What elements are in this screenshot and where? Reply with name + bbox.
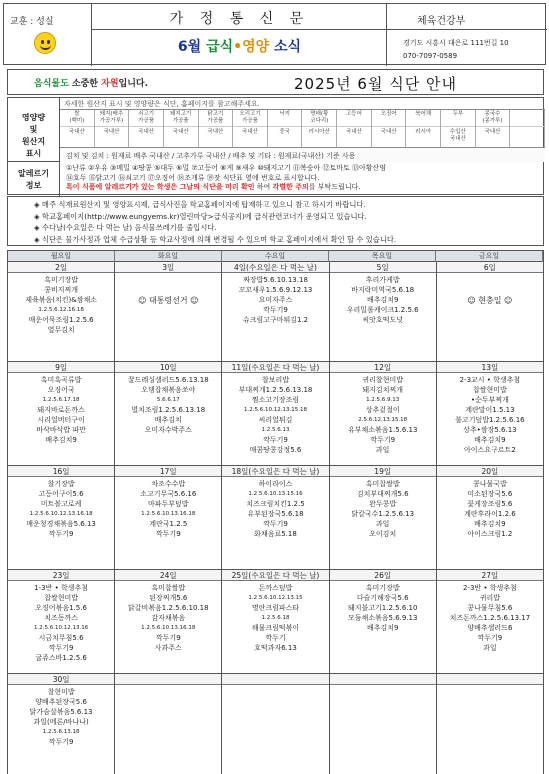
calendar-weeks xyxy=(7,262,544,774)
notice-item: ◈ 매주 식재료원산지 및 영양표시제, 급식사진을 학교홈페이지에 탑재하고 있으니 참고 하시기 바랍니다. xyxy=(34,200,366,209)
menu-item: 양배추된장국5.6 xyxy=(35,698,87,706)
calendar-week xyxy=(7,674,544,774)
menu-item: 후리가케밥 xyxy=(365,276,400,284)
smiley-logo-icon xyxy=(34,32,56,54)
menu-item: 화채음료5.18 xyxy=(254,530,297,538)
menu-item: 바삭바삭밥 파만 xyxy=(36,426,86,434)
banner xyxy=(7,69,544,95)
subtitle-month: 6월 xyxy=(177,39,207,55)
calendar-day xyxy=(330,674,437,774)
newsletter-header xyxy=(3,3,546,65)
calendar-day xyxy=(437,262,544,361)
menu-item: 배추김치 xyxy=(154,416,182,424)
day-date: 25일(수요일은 다 먹는 날) xyxy=(222,570,328,581)
calendar-day xyxy=(330,570,437,673)
menu-item: 2-3반 • 학생추첨 xyxy=(462,584,517,592)
day-menu xyxy=(437,685,543,687)
menu-item: 돈까스덮밥 xyxy=(258,584,293,592)
menu-item: 1.2.5.6.10.13.16.18 xyxy=(141,511,196,517)
menu-item: 흑미기장밥 xyxy=(44,276,78,284)
menu-item: 마파두부덮밥 xyxy=(148,500,189,508)
day-date: 10일 xyxy=(115,362,221,373)
menu-item: 1.2.5.6.12.16.18 xyxy=(38,307,84,313)
origin-label-text: 영양량 및 원산지 표시 xyxy=(21,113,46,158)
title-box xyxy=(92,4,387,66)
holiday-message: ☺ 대통령선거 ☺ xyxy=(138,296,199,305)
menu-item: 씨앗호떡도넛 xyxy=(362,316,403,324)
school-motto: 교훈 : 성실 xyxy=(10,17,54,27)
origin-food-country: 국내산 xyxy=(207,129,224,135)
calendar-day xyxy=(115,362,222,465)
menu-item: 계란말이1.5.13 xyxy=(465,406,515,414)
origin-food-cell xyxy=(476,110,511,147)
weekday-thursday: 목요일 xyxy=(329,251,436,262)
origin-food-name: 고등어 xyxy=(337,111,371,127)
allergy-label-text: 알레르기 정보 xyxy=(18,169,49,190)
menu-item: 시리얼버터구이 xyxy=(37,416,85,424)
menu-item: 사과주스 xyxy=(154,644,182,652)
menu-item: 1.2.5.6.10.13.15.16 xyxy=(248,491,303,497)
menu-item: 꽃게장조림5.6 xyxy=(467,500,513,508)
day-date: 5일 xyxy=(330,262,436,273)
day-menu xyxy=(115,477,221,539)
calendar-day xyxy=(115,466,222,569)
menu-item: 계란국1.2.5 xyxy=(149,520,188,528)
origin-food-name: 북어채 xyxy=(406,111,440,127)
origin-food-cell xyxy=(95,110,130,147)
subtitle-news: 소식 xyxy=(269,39,302,55)
day-date: 9일 xyxy=(8,362,114,373)
menu-item: 과일 xyxy=(375,446,390,454)
menu-item: 아이스크림1.2 xyxy=(467,530,513,538)
newsletter-subtitle xyxy=(92,36,387,56)
allergy-warning-end: 를 부탁드립니다. xyxy=(308,183,361,191)
menu-item: 1.2.5.6.9.13 xyxy=(366,397,400,403)
calendar-day xyxy=(8,674,115,774)
menu-item: 찰현미밥 xyxy=(47,688,75,696)
menu-item: 1.2.5.6.10.12.13.16.18 xyxy=(29,511,93,517)
menu-item: 슈크림고구마튀김1.2 xyxy=(242,316,309,324)
calendar-day xyxy=(115,674,222,774)
origin-food-grid xyxy=(60,109,545,147)
menu-item: •순두부찌개 xyxy=(470,396,509,404)
calendar-day xyxy=(222,362,329,465)
day-menu xyxy=(437,581,543,653)
origin-food-name: 콩국수 (콩가루) xyxy=(476,111,510,127)
menu-item: 돼지불고기1.2.5.6.10 xyxy=(347,604,418,612)
day-date: 16일 xyxy=(8,466,114,477)
origin-food-name: 두부 xyxy=(441,111,475,127)
origin-food-country: 국내산 xyxy=(380,129,397,135)
origin-food-cell xyxy=(441,110,476,147)
origin-food-cell xyxy=(372,110,407,147)
menu-item: 깍두기9 xyxy=(155,634,181,642)
origin-label xyxy=(8,98,60,162)
menu-item: 오이김치 xyxy=(369,530,397,538)
origin-food-name: 쌀 (백미) xyxy=(60,111,94,127)
menu-item: 찜소고기장조림 xyxy=(251,396,300,404)
menu-item: 1.2.5.6.10.12.13.15.18 xyxy=(244,407,307,413)
weekday-friday: 금요일 xyxy=(436,251,543,262)
calendar-week xyxy=(7,466,544,570)
menu-item: 하이라이스 xyxy=(258,480,293,488)
allergy-list-2: ⑭호두 ⑮닭고기 ⑯쇠고기 ⑰오징어 ⑱조개류 ⑲잣 식단표 옆에 번호로 표시합니다. xyxy=(66,173,320,182)
menu-item: 1-3반 • 학생추첨 xyxy=(34,584,88,592)
day-menu xyxy=(8,581,114,663)
menu-item: 콩나물국밥 xyxy=(472,480,507,488)
menu-item: 돼지김치찌개 xyxy=(362,386,403,394)
day-menu xyxy=(8,273,114,335)
menu-item: 깍두기9 xyxy=(48,530,74,538)
menu-item: 오미자수박주스 xyxy=(144,426,192,434)
calendar-day xyxy=(330,362,437,465)
subtitle-meal: 급식 xyxy=(206,39,234,55)
menu-item: 유부된장국5.6.18 xyxy=(247,510,304,518)
menu-item: 짜장밥5.6.10.13.18 xyxy=(243,276,308,284)
menu-item: 콩비지찌개 xyxy=(44,286,78,294)
day-menu xyxy=(437,373,543,455)
day-date: 4일(수요일은 다 먹는 날) xyxy=(222,262,328,273)
menu-item: 명란크림파스타 xyxy=(251,604,300,612)
origin-food-cell xyxy=(233,110,268,147)
slogan-part-3: 자원 xyxy=(101,79,119,89)
menu-notice-title: 2025년 6월 식단 안내 xyxy=(294,75,457,93)
menu-item: 깍두기 xyxy=(265,634,286,642)
menu-item: 치즈동까스 xyxy=(44,614,78,622)
origin-food-country: 국내산 xyxy=(172,129,189,135)
notice-item: ◈ 수다날(수요일은 다 먹는 날) 음식물쓰레기를 줄입시다. xyxy=(34,223,217,232)
day-menu xyxy=(222,477,328,539)
menu-item: 불고기덮밥1.2.5.6.16 xyxy=(455,416,525,424)
day-menu xyxy=(330,273,436,325)
weekday-tuesday: 화요일 xyxy=(115,251,222,262)
menu-item: 열무김치 xyxy=(47,326,75,334)
menu-item: 치즈크림치킨1.2.5 xyxy=(246,500,305,508)
origin-food-country xyxy=(510,127,544,129)
day-date: 20일 xyxy=(437,466,543,477)
origin-food-cell xyxy=(337,110,372,147)
menu-item: 완두콩밥 xyxy=(369,500,397,508)
menu-item: 1.2.5.6.13.18 xyxy=(42,729,80,735)
notice-item: ◈ 식단은 물가사정과 업체 수급상황 등 학교사정에 의해 변경될 수 있으며 학교 홈페이지에서 확인 할 수 있습니다. xyxy=(34,234,397,244)
menu-item: 깍두기9 xyxy=(263,306,288,314)
origin-food-cell xyxy=(302,110,337,147)
menu-item: 차조수수밥 xyxy=(151,480,186,488)
slogan xyxy=(34,76,148,89)
menu-item: 계란후라이1.2.6 xyxy=(464,510,516,518)
menu-item: 1.2.5.6.10.12.13.16 xyxy=(33,625,89,631)
menu-item: 다슬기해장국5.6 xyxy=(356,594,409,602)
weekday-wednesday: 수요일 xyxy=(222,251,329,262)
day-menu xyxy=(437,477,543,539)
day-date: 24일 xyxy=(115,570,221,581)
menu-item: 흑미찹쌀밥 xyxy=(151,584,186,592)
menu-item: 깍두기9 xyxy=(263,436,288,444)
menu-item: 1.2.5.6.13 xyxy=(261,427,290,433)
menu-item: 제육볶음(치킨)&쌈채소 xyxy=(25,296,97,304)
origin-food-cell xyxy=(199,110,234,147)
calendar-week xyxy=(7,362,544,466)
menu-item: 깍두기9 xyxy=(370,436,396,444)
calendar-day xyxy=(437,362,544,465)
menu-item: 찹쌀현미밥 xyxy=(44,594,78,602)
origin-food-name: 낙지 xyxy=(268,111,302,127)
menu-item: 2.5.6.12.13.15.18 xyxy=(358,417,408,423)
menu-item: 배추김치9 xyxy=(45,436,77,444)
menu-item: 배추김치9 xyxy=(474,520,506,528)
menu-item: 아이스요구르트2 xyxy=(463,446,516,454)
day-menu xyxy=(115,373,221,435)
menu-item: 찹쌀현미밥 xyxy=(472,386,507,394)
origin-food-country: 국내산 xyxy=(138,129,155,135)
menu-item: 배추김치9 xyxy=(366,624,399,632)
day-menu xyxy=(8,685,114,747)
day-menu xyxy=(330,581,436,633)
nutrition-origin-table xyxy=(7,97,544,195)
origin-food-cell xyxy=(164,110,199,147)
calendar-day xyxy=(8,262,115,361)
department: 체육건강부 xyxy=(387,8,547,30)
day-menu xyxy=(330,373,436,455)
allergy-warning xyxy=(66,183,542,193)
menu-item: 멸치조림1.2.5.6.13.18 xyxy=(131,406,206,414)
menu-item: 요미자주스 xyxy=(258,296,293,304)
slogan-part-1: 음식물도 xyxy=(34,79,69,89)
subtitle-dot: • xyxy=(233,39,243,55)
menu-item: 1.2.5.6.10.13.16.18 xyxy=(141,625,196,631)
day-date xyxy=(222,674,328,685)
calendar-week xyxy=(7,262,544,362)
calendar-header xyxy=(7,250,544,262)
day-date: 26일 xyxy=(330,570,436,581)
day-date: 2일 xyxy=(8,262,114,273)
allergy-label xyxy=(8,162,60,196)
origin-food-name: 오리고기 가공품 xyxy=(233,111,267,127)
origin-food-name xyxy=(510,111,544,127)
menu-item: 씨리얼튀김 xyxy=(258,416,293,424)
menu-item: 닭갈비볶음1.2.5.6.10.18 xyxy=(128,604,209,612)
menu-item: 2-3교시 • 학생추첨 xyxy=(459,376,521,384)
menu-item: 돼지바로돈까스 xyxy=(37,406,85,414)
menu-item: 콩나물무침5.6 xyxy=(467,604,513,612)
menu-item: 배추김치9 xyxy=(474,436,506,444)
menu-item: 찰보리밥 xyxy=(261,376,290,384)
origin-food-name: 오징어 xyxy=(372,111,406,127)
menu-item: 우리밀롤케이크1.2.5.6 xyxy=(346,306,419,314)
origin-food-country: 러시아 xyxy=(415,129,432,135)
day-menu xyxy=(115,581,221,653)
origin-food-country: 러시아산 xyxy=(308,129,330,135)
menu-item: 깍두기9 xyxy=(155,530,181,538)
menu-item: 깍두기9 xyxy=(48,738,74,746)
calendar-day xyxy=(222,570,329,673)
menu-item: 흑미흑곡류밥 xyxy=(40,376,82,384)
day-menu xyxy=(115,685,221,687)
school-address: 경기도 시흥시 대은로 111번길 10 xyxy=(403,39,509,47)
menu-item: 오징어국 xyxy=(47,386,75,394)
menu-item: 깍두기9 xyxy=(48,644,74,652)
slogan-part-2: 소중한 xyxy=(68,79,102,89)
menu-item: 귤쥬스바1.2.5.6 xyxy=(35,654,87,662)
origin-food-cell xyxy=(510,110,545,147)
origin-food-cell xyxy=(406,110,441,147)
origin-food-name: 돼지(배추 가공가루) xyxy=(95,111,129,127)
origin-food-country: 국내산 xyxy=(484,129,501,135)
calendar-day xyxy=(222,674,329,774)
menu-item: 양배추샐러드6 xyxy=(467,624,513,632)
calendar-day xyxy=(437,674,544,774)
origin-food-name: 쇠고기 가공품 xyxy=(129,111,163,127)
origin-food-cell xyxy=(268,110,303,147)
calendar-day xyxy=(437,466,544,569)
origin-food-country: 중국 xyxy=(279,129,290,135)
menu-item: 김치부대찌개5.6 xyxy=(356,490,409,498)
menu-item: 배추김치9 xyxy=(366,296,399,304)
notice-list xyxy=(7,196,544,246)
menu-item: 매운청경채볶음5.6.13 xyxy=(26,520,96,528)
menu-item: 귀리찰현미밥 xyxy=(362,376,403,384)
menu-item: 시금치무침5.6 xyxy=(38,634,84,642)
menu-item: 상추•쌈장5.6.13 xyxy=(463,426,517,434)
menu-item: 치즈돈까스1.2.5.6.13.17 xyxy=(449,614,531,622)
day-date: 6일 xyxy=(437,262,543,273)
menu-item: 매운어묵조림1.2.5.6 xyxy=(28,316,94,324)
calendar-day xyxy=(8,466,115,569)
menu-item: 깍두기9 xyxy=(477,634,503,642)
menu-item: 꿀드레싱샐러드5.6.13.18 xyxy=(127,376,209,384)
notice-item: ◈ 학교홈페이지(http://www.eungyems.kr)열린마당>급식공지)에 급식관련코너가 운영되고 있습니다. xyxy=(34,211,367,221)
day-date xyxy=(330,674,436,685)
day-menu xyxy=(8,373,114,445)
day-menu xyxy=(115,273,221,306)
menu-item: 소고기무국5.6.16 xyxy=(140,490,197,498)
origin-food-name: 돼지고기 가공품 xyxy=(164,111,198,127)
origin-food-name: 닭고기 가공품 xyxy=(199,111,233,127)
menu-item: 닭가슴살볶음5.6.13 xyxy=(29,708,93,716)
menu-item: 된장찌개5.6 xyxy=(149,594,188,602)
origin-hint: 자세한 원산지 표시 및 영양량은 식단, 홈페이지를 참고해주세요. xyxy=(64,100,260,108)
menu-item: 깍두기9 xyxy=(263,520,288,528)
day-date: 11일(수요일은 다 먹는 날) xyxy=(222,362,328,373)
menu-item: 과일 xyxy=(375,520,390,528)
menu-item: 유부채소볶음1.5.6.13 xyxy=(347,426,418,434)
day-date: 18일(수요일은 다 먹는 날) xyxy=(222,466,328,477)
menu-item: 흑미기장밥 xyxy=(365,584,400,592)
menu-item: 미소된장국5.6 xyxy=(467,490,513,498)
day-date: 12일 xyxy=(330,362,436,373)
allergy-warning-red-2: 각별한 주의 xyxy=(272,183,309,191)
origin-food-country: 수입산 국내산 xyxy=(449,129,466,142)
menu-item: 귀리밥 xyxy=(479,594,501,602)
menu-item: 미트볼고로케 xyxy=(40,500,82,508)
calendar-day xyxy=(222,262,329,361)
day-menu xyxy=(222,273,328,325)
slogan-part-4: 입니다. xyxy=(118,79,149,89)
weekday-monday: 월요일 xyxy=(8,251,115,262)
day-menu xyxy=(330,477,436,539)
menu-item: 모둠채소볶음5.6.9.13 xyxy=(347,614,418,622)
calendar-week xyxy=(7,570,544,674)
holiday-message: ☺ 현충일 ☺ xyxy=(467,296,513,305)
menu-item: 과일(메론/바나나) xyxy=(33,718,89,726)
day-date: 30일 xyxy=(8,674,114,685)
menu-item: 1.2.5.6.10.12.13.15 xyxy=(248,595,303,601)
origin-food-country: 국내산 xyxy=(103,129,120,135)
calendar-day xyxy=(8,570,115,673)
calendar-day xyxy=(437,570,544,673)
menu-item: 호떡과자6.13 xyxy=(254,644,297,652)
calendar-day xyxy=(330,262,437,361)
newsletter-title: 가 정 통 신 문 xyxy=(92,8,387,30)
day-date xyxy=(437,674,543,685)
menu-item: 부대찌개1.2.5.6.13.18 xyxy=(238,386,313,394)
allergy-warning-mid: 하여 xyxy=(254,183,273,191)
menu-item: 1.2.5.6.18 xyxy=(261,615,290,621)
calendar-day xyxy=(222,466,329,569)
kimchi-origin-row: 김치 및 김치 : 원재료 배추 국내산 / 고추가루 국내산 / 배추 및 기타 : 원재료(국내산) 기준 사용 xyxy=(60,147,545,162)
menu-item: 찰기장밥 xyxy=(47,480,75,488)
menu-item: 감자채볶음 xyxy=(151,614,186,622)
menu-item: 고등어구이5.6 xyxy=(38,490,84,498)
allergy-info xyxy=(66,164,542,193)
menu-item: 1.2.5.6.17.18 xyxy=(42,397,80,403)
day-date: 19일 xyxy=(330,466,436,477)
menu-item: 바지락미역국5.6.18 xyxy=(351,286,415,294)
menu-item: 닭칼국수1.2.5.6.13 xyxy=(351,510,415,518)
origin-food-country: 국내산 xyxy=(68,129,85,135)
school-phone: 070-7097-0589 xyxy=(403,52,458,60)
school-motto-box xyxy=(4,4,92,66)
menu-item: 흑미찹쌀밥 xyxy=(365,480,400,488)
day-date: 3일 xyxy=(115,262,221,273)
menu-calendar xyxy=(7,250,544,774)
calendar-day xyxy=(115,262,222,361)
origin-food-cell xyxy=(60,110,95,147)
origin-food-country: 국내산 xyxy=(242,129,258,135)
allergy-list-1: ①난류 ②우유 ③메밀 ④땅콩 ⑤대두 ⑥밀 ⑦고등어 ⑧게 ⑨새우 ⑩돼지고기 ⑪복숭아 ⑫토마토 ⑬아황산염 xyxy=(66,164,387,172)
menu-item: 오징어볶음1.5.6 xyxy=(35,604,87,612)
menu-item: 해물크림떡볶이 xyxy=(251,624,300,632)
origin-food-name: 명태(황 코다리) xyxy=(302,111,336,127)
subtitle-nutrition: 영양 xyxy=(242,39,270,55)
day-menu xyxy=(437,273,543,306)
menu-item: 5.6.6.17 xyxy=(156,397,180,403)
menu-item: 상추겉절이 xyxy=(365,406,400,414)
calendar-day xyxy=(330,466,437,569)
menu-item: 오뎅잡채볶음쏘야 xyxy=(141,386,196,394)
calendar-day xyxy=(8,362,115,465)
day-date: 23일 xyxy=(8,570,114,581)
day-date xyxy=(115,674,221,685)
day-menu xyxy=(330,685,436,687)
calendar-day xyxy=(115,570,222,673)
day-date: 13일 xyxy=(437,362,543,373)
day-menu xyxy=(8,477,114,539)
menu-item: 꼬꼬새우1.5.6.9.12.13 xyxy=(238,286,313,294)
day-menu xyxy=(222,581,328,653)
origin-food-cell xyxy=(129,110,164,147)
day-menu xyxy=(222,685,328,687)
origin-food-country: 국내산 xyxy=(345,129,362,135)
menu-item: 과일 xyxy=(483,644,497,652)
day-menu xyxy=(222,373,328,455)
allergy-warning-red: 특이 식품에 알레르기가 있는 학생은 그날의 식단을 미리 확인 xyxy=(66,183,255,191)
day-date: 17일 xyxy=(115,466,221,477)
menu-item: 매콤땅콩강정5.6 xyxy=(249,446,302,454)
contact-box xyxy=(387,4,547,66)
day-date: 27일 xyxy=(437,570,543,581)
